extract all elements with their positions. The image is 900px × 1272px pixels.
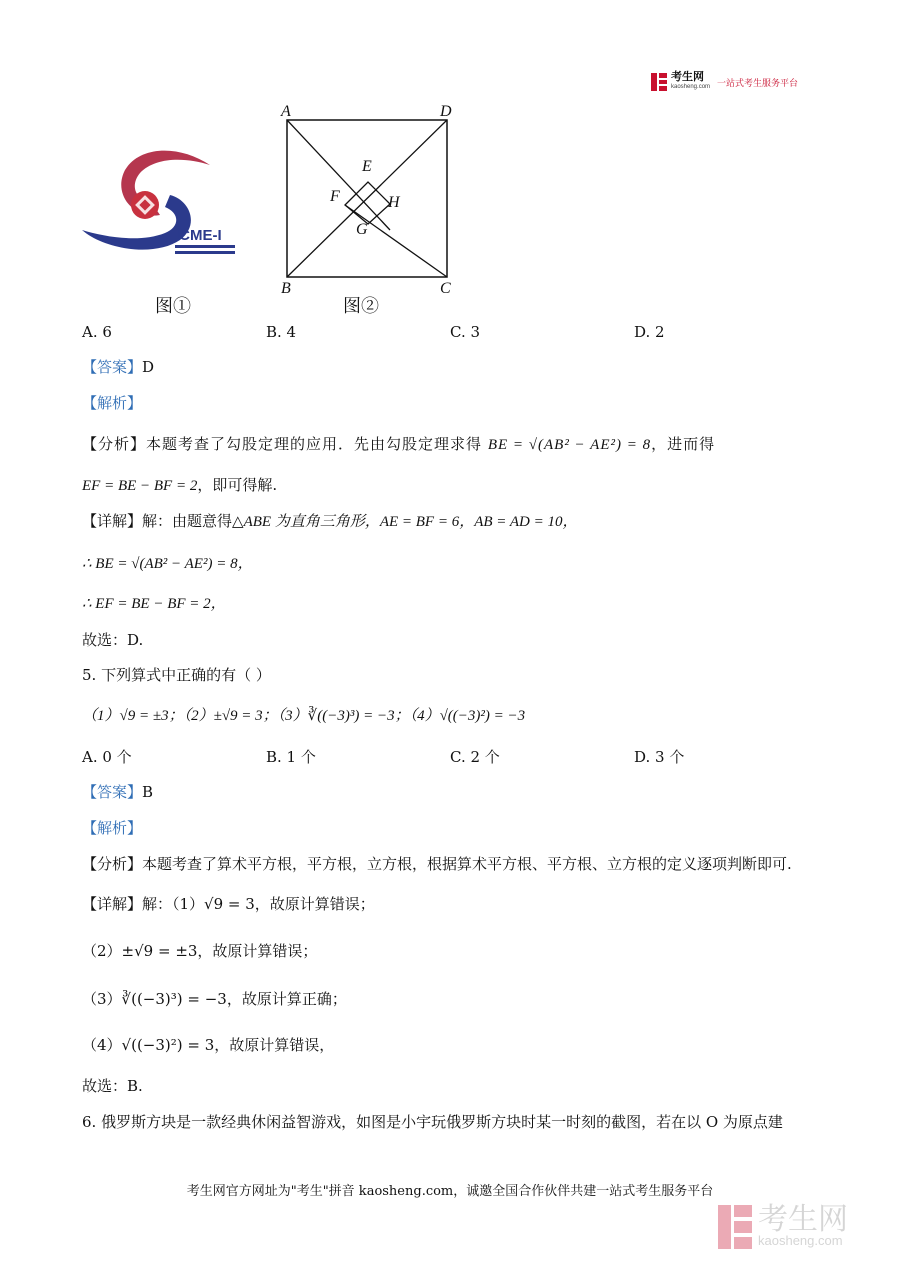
q4-fenxi-line [82,433,715,456]
point-C: C [440,280,451,297]
figure2-caption: 图② [343,296,379,317]
q4-fenxi-formula: BE = √(AB² − AE²) = 8 [487,437,652,453]
q4-xiangjie-rest: ABE 为直角三角形，AE = BF = 6，AB = AD = 10， [243,514,578,530]
q5-items: （1）√9 = ±3；（2）±√9 = 3；（3）∛((−3)³) = −3；（4）√((−3)²) = −3 [82,708,526,724]
q4-fenxi-line2-tail: ，即可得解. [197,476,278,494]
q5-d1-line [82,893,375,915]
point-E: E [362,158,372,175]
header-slogan: 一站式考生服务平台 [717,77,799,88]
watermark-domain: kaosheng.com [758,1233,843,1248]
point-A: A [281,103,291,120]
q5-d3: （3）∛((−3)³) = −3，故原计算正确； [82,990,347,1008]
icme-logo-figure [80,145,245,260]
q5-xiangjie-tag: 【详解】 [82,895,143,913]
q4-xiangjie-tag: 【详解】 [82,512,143,530]
square-figure [270,100,470,295]
q5-option-a: A. 0 个 [82,748,132,766]
point-H: H [388,194,400,211]
q5-d2: （2）±√9 = ±3，故原计算错误； [82,942,318,960]
point-B: B [281,280,291,297]
q5-conclusion: 故选：B. [82,1077,143,1095]
header-logo-domain: kaosheng.com [671,84,711,90]
q4-analysis-tag: 【解析】 [82,394,143,412]
q6-stem: 6. 俄罗斯方块是一款经典休闲益智游戏，如图是小宇玩俄罗斯方块时某一时刻的截图，若在以 O 为原点建 [82,1113,783,1131]
q5-option-d: D. 3 个 [634,748,685,766]
point-F: F [330,188,340,205]
q4-step2: ∴ EF = BE − BF = 2， [82,596,226,612]
icme-logo-text: ICME-I [175,227,222,244]
q4-fenxi-tail: ，进而得 [651,435,716,453]
q5-answer: B [142,783,154,801]
kaosheng-logo-icon [651,73,667,91]
q4-conclusion: 故选：D. [82,631,144,649]
q5-answer-line [82,781,153,803]
q4-xiangjie-text: 解：由题意得 [142,512,233,530]
watermark-logo-icon [718,1205,752,1249]
q4-option-d: D. 2 [634,323,665,341]
q5-answer-tag: 【答案】 [82,783,143,801]
figure1-caption: 图① [155,296,191,317]
q4-fenxi-tag: 【分析】 [82,435,147,453]
q4-fenxi-text: 本题考查了勾股定理的应用．先由勾股定理求得 [146,435,483,453]
q4-fenxi-line2 [82,474,277,497]
q4-xiangjie-line [82,510,578,533]
q5-fenxi-line [82,853,792,875]
q5-option-b: B. 1 个 [266,748,316,766]
point-D: D [440,103,452,120]
q5-d1: 解：（1）√9 = 3，故原计算错误； [142,895,375,913]
q4-option-b: B. 4 [266,323,297,341]
watermark-name: 考生网 [758,1203,848,1236]
q4-answer: D [142,358,155,376]
q5-option-c: C. 2 个 [450,748,500,766]
q4-option-c: C. 3 [450,323,481,341]
q4-answer-line [82,356,154,378]
footer-text: 考生网官方网址为"考生"拼音 kaosheng.com，诚邀全国合作伙伴共建一站式考生服务平台 [186,1184,714,1199]
triangle-icon: △ [232,512,244,530]
q5-analysis-tag: 【解析】 [82,819,143,837]
q4-option-a: A. 6 [82,323,112,341]
q5-d4: （4）√((−3)²) = 3，故原计算错误， [82,1036,335,1054]
q4-step1: ∴ BE = √(AB² − AE²) = 8， [82,556,253,572]
header-logo-name: 考生网 [671,71,704,83]
watermark [718,1205,848,1249]
q5-stem: 5. 下列算式中正确的有（ ） [82,666,271,684]
point-G: G [356,221,368,238]
q5-fenxi-tag: 【分析】 [82,855,143,873]
q4-answer-tag: 【答案】 [82,358,143,376]
header-logo [651,72,798,92]
q4-fenxi-line2-formula: EF = BE − BF = 2 [82,478,198,494]
q5-fenxi-text: 本题考查了算术平方根，平方根，立方根，根据算术平方根、平方根、立方根的定义逐项判断即可. [142,855,792,873]
